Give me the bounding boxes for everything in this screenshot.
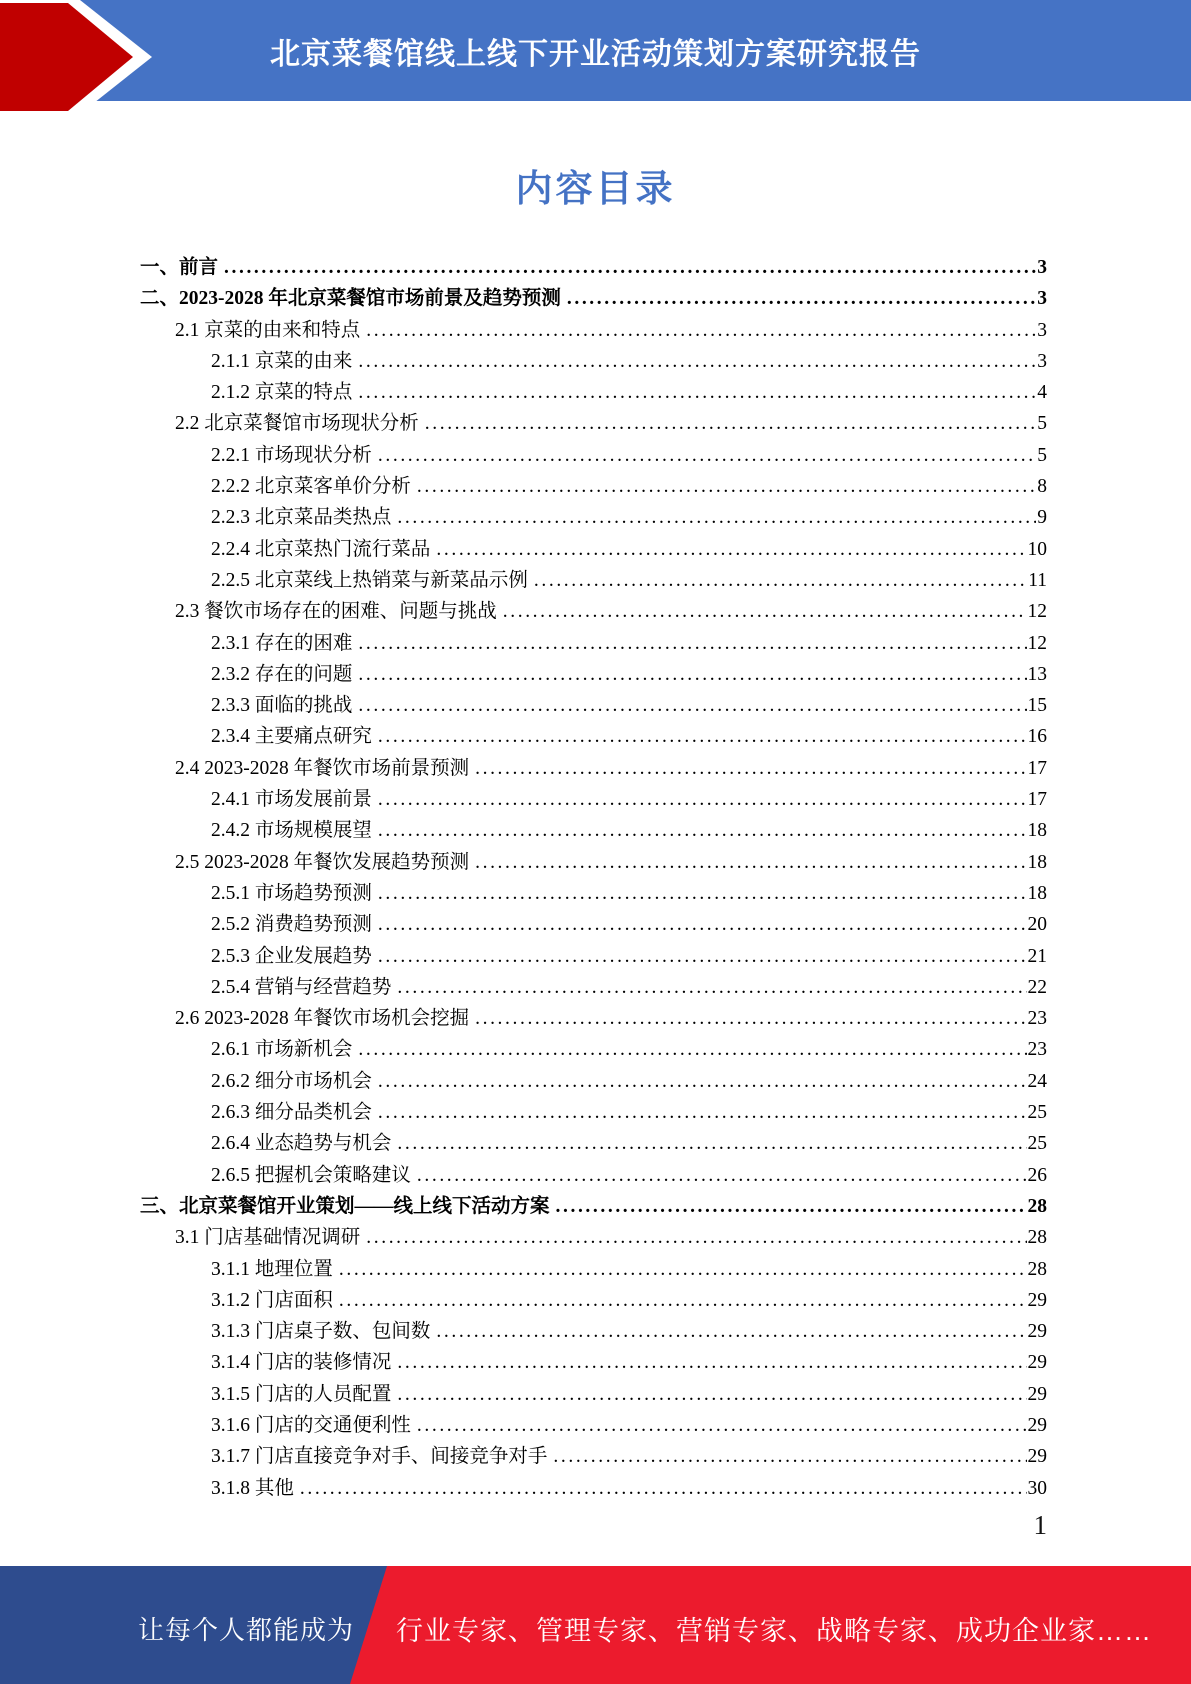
toc-entry-page: 11 — [1028, 569, 1047, 591]
toc-list — [140, 252, 1047, 1504]
toc-entry-label: 2.1.1 京菜的由来 — [211, 350, 353, 372]
toc-entry[interactable] — [140, 471, 1047, 502]
toc-entry-page: 29 — [1027, 1446, 1047, 1468]
toc-entry-label: 2.1 京菜的由来和特点 — [175, 319, 361, 341]
toc-leader-dots — [378, 815, 1027, 846]
toc-entry-label: 2.6.5 把握机会策略建议 — [211, 1164, 411, 1186]
toc-entry[interactable] — [140, 847, 1047, 878]
toc-entry-label: 三、北京菜餐馆开业策划——线上线下活动方案 — [140, 1195, 550, 1217]
toc-leader-dots — [436, 534, 1026, 565]
toc-entry-label: 2.2.5 北京菜线上热销菜与新菜品示例 — [211, 569, 528, 591]
toc-entry-label: 2.6.3 细分品类机会 — [211, 1102, 372, 1124]
toc-leader-dots — [224, 252, 1036, 283]
toc-entry[interactable] — [140, 596, 1047, 627]
toc-entry-page: 20 — [1027, 914, 1047, 936]
header-band — [0, 0, 1191, 114]
toc-leader-dots — [475, 847, 1026, 878]
toc-entry[interactable] — [140, 1128, 1047, 1159]
toc-entry-page: 3 — [1037, 350, 1047, 372]
toc-entry-page: 3 — [1037, 288, 1047, 310]
toc-entry[interactable] — [140, 753, 1047, 784]
toc-entry[interactable] — [140, 1410, 1047, 1441]
toc-entry-label: 2.3.2 存在的问题 — [211, 663, 353, 685]
toc-entry-page: 10 — [1027, 538, 1047, 560]
toc-entry-page: 3 — [1037, 319, 1047, 341]
report-title: 北京菜餐馆线上线下开业活动策划方案研究报告 — [270, 37, 921, 71]
toc-entry-label: 2.3.4 主要痛点研究 — [211, 726, 372, 748]
toc-entry[interactable] — [140, 1066, 1047, 1097]
toc-entry-label: 3.1.8 其他 — [211, 1477, 294, 1499]
footer-slogan-left: 让每个人都能成为 — [138, 1615, 355, 1645]
toc-entry-page: 13 — [1027, 663, 1047, 685]
toc-entry[interactable] — [140, 1347, 1047, 1378]
toc-entry-label: 3.1 门店基础情况调研 — [175, 1227, 361, 1249]
toc-leader-dots — [534, 565, 1027, 596]
toc-entry[interactable] — [140, 1191, 1047, 1222]
toc-leader-dots — [358, 628, 1026, 659]
toc-entry-label: 一、前言 — [140, 257, 219, 278]
toc-entry-page: 18 — [1027, 882, 1047, 904]
toc-entry-page: 29 — [1027, 1414, 1047, 1436]
toc-entry[interactable] — [140, 502, 1047, 533]
toc-entry-label: 3.1.2 门店面积 — [211, 1289, 333, 1311]
toc-entry[interactable] — [140, 784, 1047, 815]
toc-entry-label: 3.1.5 门店的人员配置 — [211, 1383, 392, 1405]
toc-entry-page: 23 — [1027, 1008, 1047, 1030]
toc-leader-dots — [397, 1379, 1026, 1410]
toc-entry[interactable] — [140, 1097, 1047, 1128]
toc-entry-label: 2.4.1 市场发展前景 — [211, 789, 372, 811]
toc-entry[interactable] — [140, 1034, 1047, 1065]
toc-entry-page: 28 — [1027, 1258, 1047, 1280]
toc-entry-page: 12 — [1027, 632, 1047, 654]
toc-entry-page: 3 — [1037, 257, 1047, 278]
page-number: 1 — [1033, 1510, 1047, 1540]
toc-entry-label: 2.3.1 存在的困难 — [211, 632, 353, 654]
page-title: 内容目录 — [515, 169, 676, 210]
toc-leader-dots — [366, 315, 1036, 346]
footer-band — [0, 1566, 1191, 1684]
toc-entry-label: 2.1.2 京菜的特点 — [211, 382, 353, 404]
toc-entry[interactable] — [140, 721, 1047, 752]
toc-entry-page: 23 — [1027, 1039, 1047, 1061]
toc-leader-dots — [378, 784, 1027, 815]
toc-entry-label: 2.2.1 市场现状分析 — [211, 444, 372, 466]
toc-entry[interactable] — [140, 252, 1047, 283]
toc-entry-page: 5 — [1037, 413, 1047, 435]
toc-entry[interactable] — [140, 440, 1047, 471]
toc-leader-dots — [567, 283, 1036, 314]
toc-leader-dots — [397, 1347, 1026, 1378]
toc-entry-page: 15 — [1027, 695, 1047, 717]
toc-entry-page: 12 — [1027, 601, 1047, 623]
toc-entry[interactable] — [140, 628, 1047, 659]
toc-entry-label: 2.2 北京菜餐馆市场现状分析 — [175, 413, 419, 435]
toc-leader-dots — [378, 440, 1036, 471]
toc-entry[interactable] — [140, 346, 1047, 377]
toc-leader-dots — [397, 502, 1036, 533]
toc-leader-dots — [378, 909, 1027, 940]
toc-entry[interactable] — [140, 659, 1047, 690]
toc-leader-dots — [556, 1191, 1027, 1222]
toc-entry[interactable] — [140, 315, 1047, 346]
toc-entry-label: 2.5.4 营销与经营趋势 — [211, 976, 392, 998]
toc-leader-dots — [436, 1316, 1026, 1347]
toc-leader-dots — [358, 346, 1036, 377]
toc-entry-page: 28 — [1027, 1227, 1047, 1249]
toc-entry[interactable] — [140, 1254, 1047, 1285]
toc-entry[interactable] — [140, 941, 1047, 972]
toc-entry-page: 18 — [1027, 820, 1047, 842]
toc-entry[interactable] — [140, 534, 1047, 565]
toc-leader-dots — [417, 471, 1036, 502]
toc-leader-dots — [475, 1003, 1026, 1034]
toc-leader-dots — [378, 941, 1027, 972]
toc-entry-label: 2.2.2 北京菜客单价分析 — [211, 476, 411, 498]
toc-entry-page: 22 — [1027, 976, 1047, 998]
toc-entry[interactable] — [140, 1285, 1047, 1316]
toc-leader-dots — [366, 1222, 1026, 1253]
toc-entry-page: 16 — [1027, 726, 1047, 748]
toc-entry[interactable] — [140, 1441, 1047, 1472]
toc-entry[interactable] — [140, 690, 1047, 721]
toc-leader-dots — [503, 596, 1027, 627]
toc-leader-dots — [358, 690, 1026, 721]
toc-entry-page: 18 — [1027, 851, 1047, 873]
toc-leader-dots — [417, 1160, 1027, 1191]
toc-entry[interactable] — [140, 377, 1047, 408]
toc-entry-label: 2.5.2 消费趋势预测 — [211, 914, 372, 936]
toc-leader-dots — [300, 1473, 1027, 1504]
toc-entry-label: 2.5 2023-2028 年餐饮发展趋势预测 — [175, 851, 470, 873]
toc-entry-page: 29 — [1027, 1383, 1047, 1405]
toc-entry[interactable] — [140, 1003, 1047, 1034]
toc-leader-dots — [378, 878, 1027, 909]
toc-entry-label: 3.1.1 地理位置 — [211, 1258, 333, 1280]
toc-entry-page: 5 — [1037, 444, 1047, 466]
toc-leader-dots — [378, 1066, 1027, 1097]
toc-entry-page: 24 — [1027, 1070, 1047, 1092]
toc-entry-page: 8 — [1037, 476, 1047, 498]
toc-leader-dots — [378, 1097, 1027, 1128]
toc-leader-dots — [358, 1034, 1026, 1065]
toc-entry-page: 17 — [1027, 789, 1047, 811]
toc-entry-page: 21 — [1027, 945, 1047, 967]
toc-entry-label: 2.6 2023-2028 年餐饮市场机会挖掘 — [175, 1008, 470, 1030]
toc-entry-label: 2.2.4 北京菜热门流行菜品 — [211, 538, 431, 560]
toc-leader-dots — [339, 1254, 1027, 1285]
toc-entry-label: 2.3.3 面临的挑战 — [211, 695, 353, 717]
toc-entry-label: 2.4.2 市场规模展望 — [211, 820, 372, 842]
toc-entry-label: 2.2.3 北京菜品类热点 — [211, 507, 392, 529]
toc-entry[interactable] — [140, 565, 1047, 596]
toc-entry-label: 二、2023-2028 年北京菜餐馆市场前景及趋势预测 — [140, 288, 561, 310]
toc-entry[interactable] — [140, 1160, 1047, 1191]
toc-entry-label: 2.5.3 企业发展趋势 — [211, 945, 372, 967]
toc-entry-label: 2.6.4 业态趋势与机会 — [211, 1133, 392, 1155]
toc-leader-dots — [358, 659, 1026, 690]
toc-leader-dots — [425, 408, 1036, 439]
toc-entry-page: 29 — [1027, 1321, 1047, 1343]
footer-slogan-right: 行业专家、管理专家、营销专家、战略专家、成功企业家…… — [396, 1616, 1152, 1646]
toc-entry[interactable] — [140, 972, 1047, 1003]
toc-entry-page: 28 — [1027, 1195, 1047, 1217]
toc-leader-dots — [553, 1441, 1026, 1472]
toc-entry[interactable] — [140, 1316, 1047, 1347]
toc-entry[interactable] — [140, 283, 1047, 314]
toc-entry[interactable] — [140, 878, 1047, 909]
toc-entry-label: 3.1.6 门店的交通便利性 — [211, 1414, 411, 1436]
toc-entry[interactable] — [140, 408, 1047, 439]
toc-entry-label: 3.1.7 门店直接竞争对手、间接竞争对手 — [211, 1446, 548, 1468]
toc-entry-page: 9 — [1037, 507, 1047, 529]
toc-entry[interactable] — [140, 1379, 1047, 1410]
toc-entry-page: 17 — [1027, 757, 1047, 779]
toc-leader-dots — [339, 1285, 1027, 1316]
toc-entry-label: 2.5.1 市场趋势预测 — [211, 882, 372, 904]
toc-entry-page: 26 — [1027, 1164, 1047, 1186]
toc-entry-page: 29 — [1027, 1289, 1047, 1311]
toc-entry-label: 3.1.4 门店的装修情况 — [211, 1352, 392, 1374]
toc-entry-label: 3.1.3 门店桌子数、包间数 — [211, 1321, 431, 1343]
toc-entry-page: 25 — [1027, 1102, 1047, 1124]
toc-entry-label: 2.6.1 市场新机会 — [211, 1039, 353, 1061]
toc-leader-dots — [397, 1128, 1026, 1159]
toc-entry-label: 2.6.2 细分市场机会 — [211, 1070, 372, 1092]
toc-entry[interactable] — [140, 909, 1047, 940]
toc-entry[interactable] — [140, 815, 1047, 846]
toc-entry-label: 2.3 餐饮市场存在的困难、问题与挑战 — [175, 601, 497, 623]
toc-entry-page: 4 — [1037, 382, 1047, 404]
toc-entry-page: 30 — [1027, 1477, 1047, 1499]
toc-entry-label: 2.4 2023-2028 年餐饮市场前景预测 — [175, 757, 470, 779]
toc-entry[interactable] — [140, 1473, 1047, 1504]
toc-leader-dots — [378, 721, 1027, 752]
toc-leader-dots — [397, 972, 1026, 1003]
toc-entry-page: 29 — [1027, 1352, 1047, 1374]
toc-leader-dots — [417, 1410, 1027, 1441]
toc-entry-page: 25 — [1027, 1133, 1047, 1155]
toc-entry[interactable] — [140, 1222, 1047, 1253]
toc-leader-dots — [475, 753, 1026, 784]
toc-leader-dots — [358, 377, 1036, 408]
